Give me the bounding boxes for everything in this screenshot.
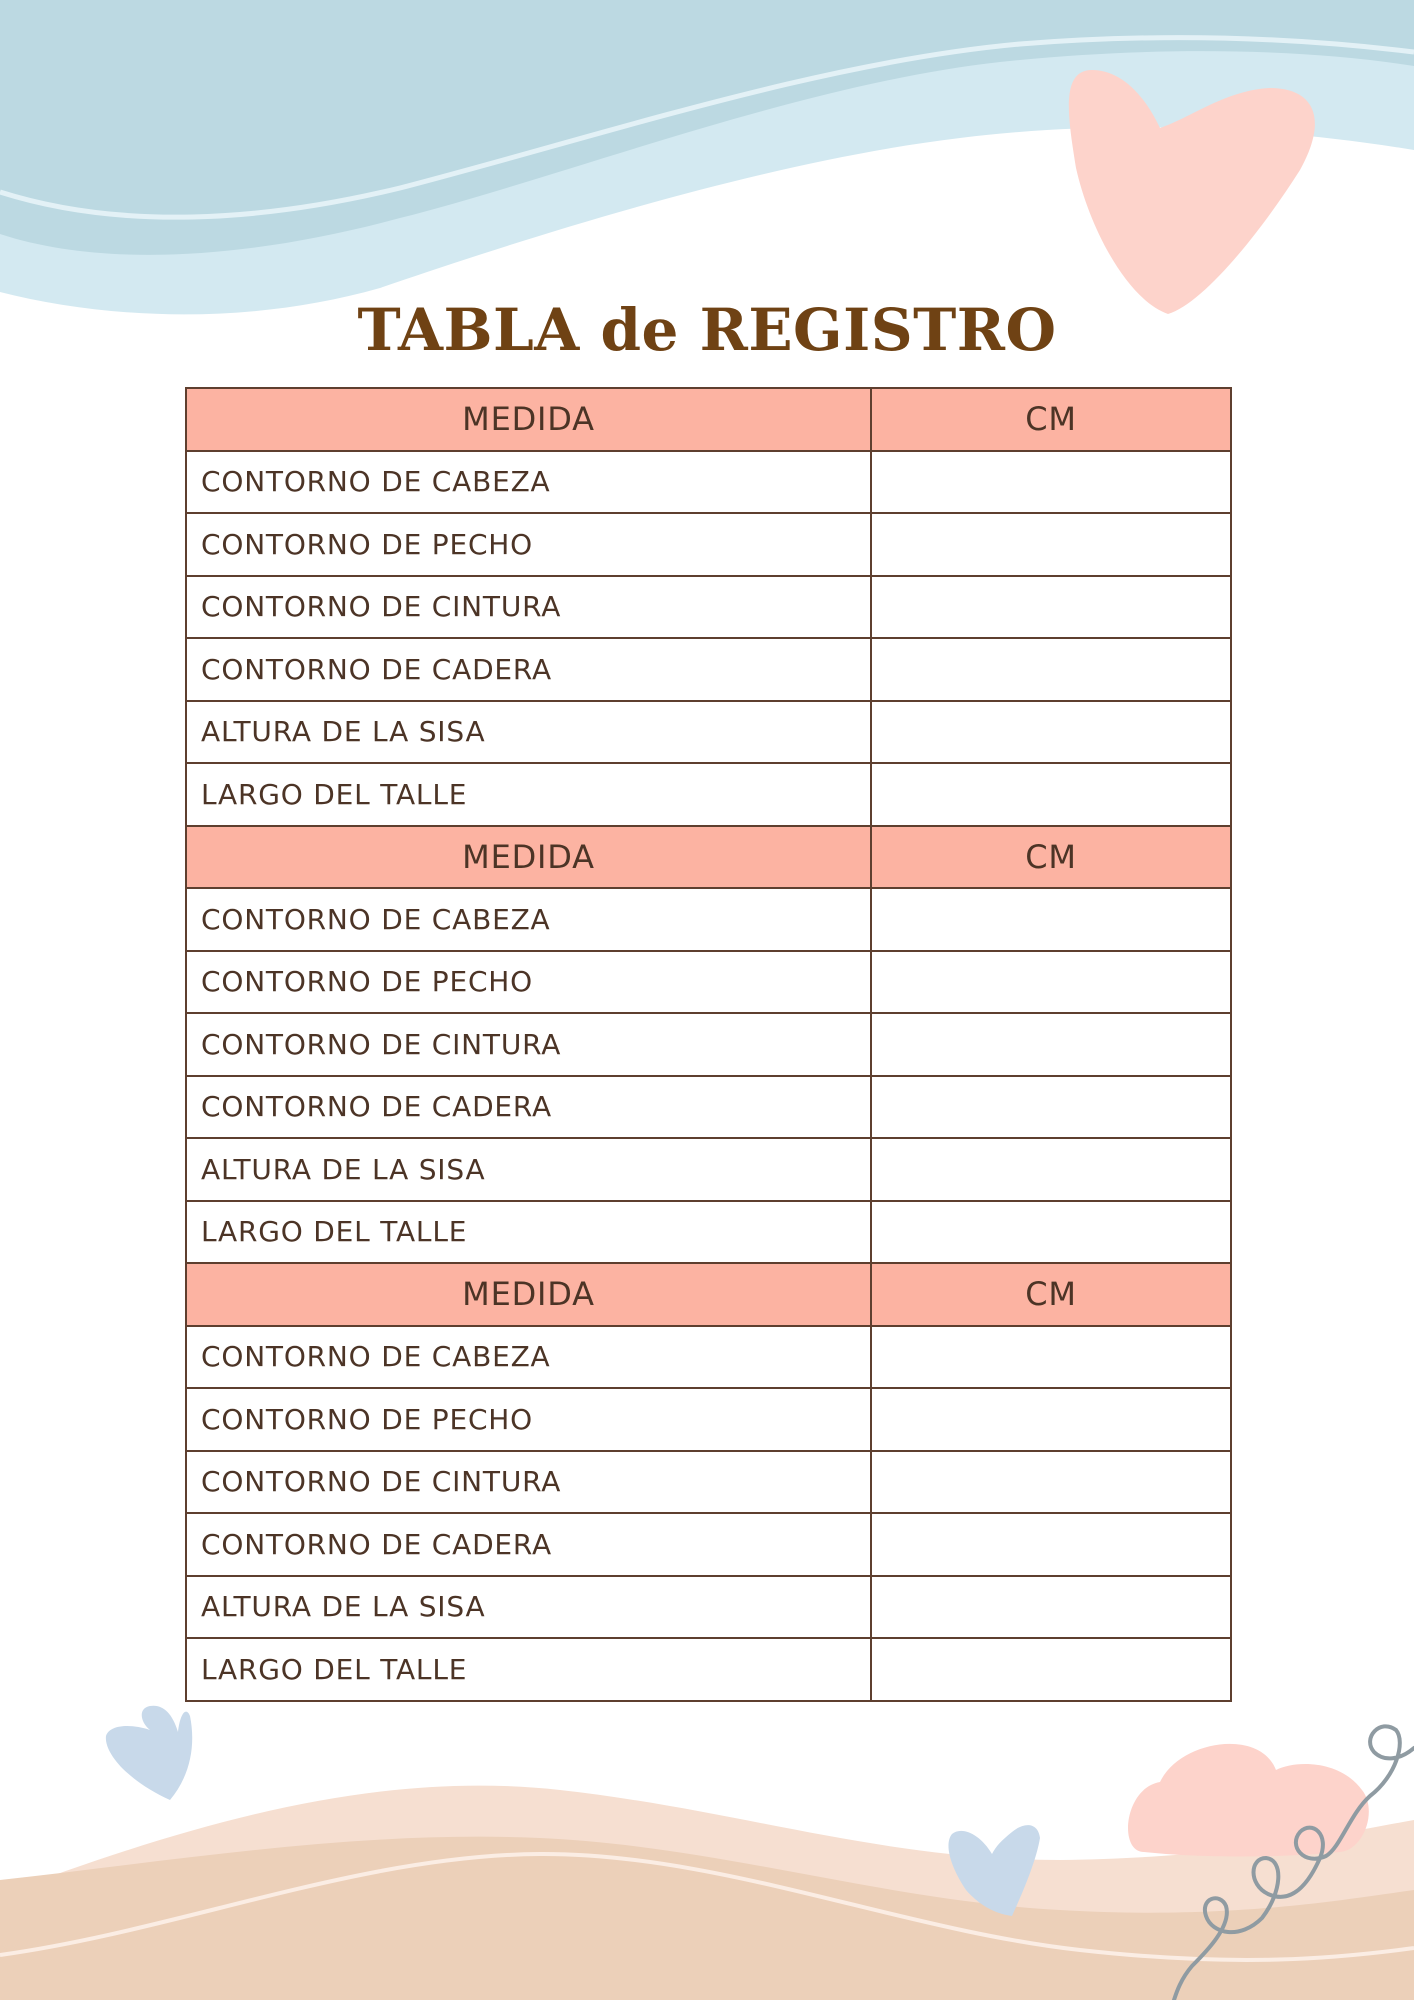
table-row xyxy=(186,1513,1231,1576)
row-label: CONTORNO DE CABEZA xyxy=(186,1326,871,1389)
table-row xyxy=(186,951,1231,1014)
cm-value-cell[interactable] xyxy=(871,1451,1231,1514)
table-row xyxy=(186,513,1231,576)
cm-value-cell[interactable] xyxy=(871,1638,1231,1701)
row-label: ALTURA DE LA SISA xyxy=(186,701,871,764)
cm-value-cell[interactable] xyxy=(871,1576,1231,1639)
row-label: CONTORNO DE CINTURA xyxy=(186,576,871,639)
table-header-row xyxy=(186,388,1231,451)
header-cm: CM xyxy=(871,1263,1231,1326)
table-row xyxy=(186,1451,1231,1514)
table-row xyxy=(186,763,1231,826)
table-header-row xyxy=(186,1263,1231,1326)
table-row xyxy=(186,701,1231,764)
row-label: LARGO DEL TALLE xyxy=(186,1638,871,1701)
cm-value-cell[interactable] xyxy=(871,638,1231,701)
header-medida: MEDIDA xyxy=(186,388,871,451)
row-label: CONTORNO DE CINTURA xyxy=(186,1013,871,1076)
table-row xyxy=(186,1013,1231,1076)
table-row xyxy=(186,1638,1231,1701)
cm-value-cell[interactable] xyxy=(871,763,1231,826)
page-title: TABLA de REGISTRO xyxy=(357,296,1057,364)
cm-value-cell[interactable] xyxy=(871,701,1231,764)
measurement-table xyxy=(185,387,1230,1702)
header-cm: CM xyxy=(871,826,1231,889)
cm-value-cell[interactable] xyxy=(871,1513,1231,1576)
row-label: CONTORNO DE PECHO xyxy=(186,513,871,576)
table-row xyxy=(186,638,1231,701)
row-label: CONTORNO DE PECHO xyxy=(186,1388,871,1451)
heart-blue-icon xyxy=(106,1706,192,1800)
cm-value-cell[interactable] xyxy=(871,1388,1231,1451)
cm-value-cell[interactable] xyxy=(871,1201,1231,1264)
row-label: CONTORNO DE PECHO xyxy=(186,951,871,1014)
row-label: CONTORNO DE CINTURA xyxy=(186,1451,871,1514)
row-label: ALTURA DE LA SISA xyxy=(186,1138,871,1201)
table-row xyxy=(186,1326,1231,1389)
cm-value-cell[interactable] xyxy=(871,1076,1231,1139)
table-row xyxy=(186,576,1231,639)
cm-value-cell[interactable] xyxy=(871,1013,1231,1076)
table-row xyxy=(186,1076,1231,1139)
row-label: CONTORNO DE CADERA xyxy=(186,1076,871,1139)
row-label: CONTORNO DE CABEZA xyxy=(186,451,871,514)
table-row xyxy=(186,1576,1231,1639)
table-row xyxy=(186,451,1231,514)
header-cm: CM xyxy=(871,388,1231,451)
cm-value-cell[interactable] xyxy=(871,1326,1231,1389)
cm-value-cell[interactable] xyxy=(871,576,1231,639)
table-header-row xyxy=(186,826,1231,889)
table-row xyxy=(186,1138,1231,1201)
cloud-icon xyxy=(1128,1744,1369,1857)
row-label: LARGO DEL TALLE xyxy=(186,1201,871,1264)
table-row xyxy=(186,1201,1231,1264)
header-medida: MEDIDA xyxy=(186,1263,871,1326)
row-label: LARGO DEL TALLE xyxy=(186,763,871,826)
table-row xyxy=(186,1388,1231,1451)
cm-value-cell[interactable] xyxy=(871,951,1231,1014)
header-medida: MEDIDA xyxy=(186,826,871,889)
row-label: ALTURA DE LA SISA xyxy=(186,1576,871,1639)
cm-value-cell[interactable] xyxy=(871,513,1231,576)
row-label: CONTORNO DE CADERA xyxy=(186,638,871,701)
table-row xyxy=(186,888,1231,951)
row-label: CONTORNO DE CADERA xyxy=(186,1513,871,1576)
cm-value-cell[interactable] xyxy=(871,1138,1231,1201)
cm-value-cell[interactable] xyxy=(871,888,1231,951)
cm-value-cell[interactable] xyxy=(871,451,1231,514)
row-label: CONTORNO DE CABEZA xyxy=(186,888,871,951)
